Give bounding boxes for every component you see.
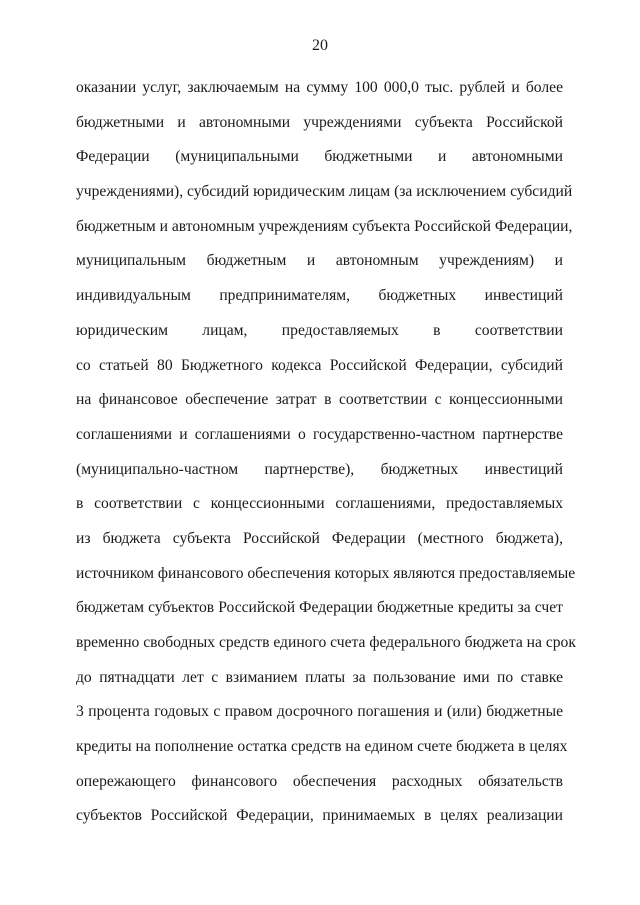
- text-line: кредиты на пополнение остатка средств на едином счете бюджета в целях: [76, 738, 568, 756]
- body-text: [76, 78, 576, 841]
- text-line: (муниципально-частном партнерстве), бюджетных инвестиций: [76, 460, 563, 478]
- text-line: временно свободных средств единого счета федерального бюджета на срок: [76, 634, 576, 651]
- text-line: 3 процента годовых с правом досрочного погашения и (или) бюджетные: [76, 703, 563, 721]
- text-line: опережающего финансового обеспечения расходных обязательств: [76, 772, 563, 790]
- text-line: субъектов Российской Федерации, принимаемых в целях реализации: [76, 807, 563, 825]
- text-line: из бюджета субъекта Российской Федерации (местного бюджета),: [76, 529, 563, 547]
- page-number: 20: [312, 37, 328, 54]
- text-line: оказании услуг, заключаемым на сумму 100 000,0 тыс. рублей и более: [76, 79, 563, 96]
- text-line: юридическим лицам, предоставляемых в соответствии: [76, 321, 563, 339]
- text-line: бюджетным и автономным учреждениям субъекта Российской Федерации,: [76, 217, 573, 235]
- text-line: муниципальным бюджетным и автономным учреждениям) и: [76, 252, 563, 270]
- text-line: источником финансового обеспечения которых являются предоставляемые: [76, 564, 576, 582]
- text-line: бюджетам субъектов Российской Федерации бюджетные кредиты за счет: [76, 599, 563, 617]
- text-line: Федерации (муниципальными бюджетными и автономными: [76, 148, 563, 166]
- text-line: соглашениями и соглашениями о государственно-частном партнерстве: [76, 425, 563, 443]
- text-line: индивидуальным предпринимателям, бюджетных инвестиций: [76, 287, 563, 305]
- text-line: на финансовое обеспечение затрат в соответствии с концессионными: [76, 391, 563, 409]
- text-line: учреждениями), субсидий юридическим лицам (за исключением субсидий: [76, 183, 573, 201]
- text-line: со статьей 80 Бюджетного кодекса Российской Федерации, субсидий: [76, 356, 563, 374]
- text-line: до пятнадцати лет с взиманием платы за пользование ими по ставке: [76, 668, 563, 686]
- text-line: в соответствии с концессионными соглашениями, предоставляемых: [76, 495, 563, 513]
- text-line: бюджетными и автономными учреждениями субъекта Российской: [76, 113, 563, 131]
